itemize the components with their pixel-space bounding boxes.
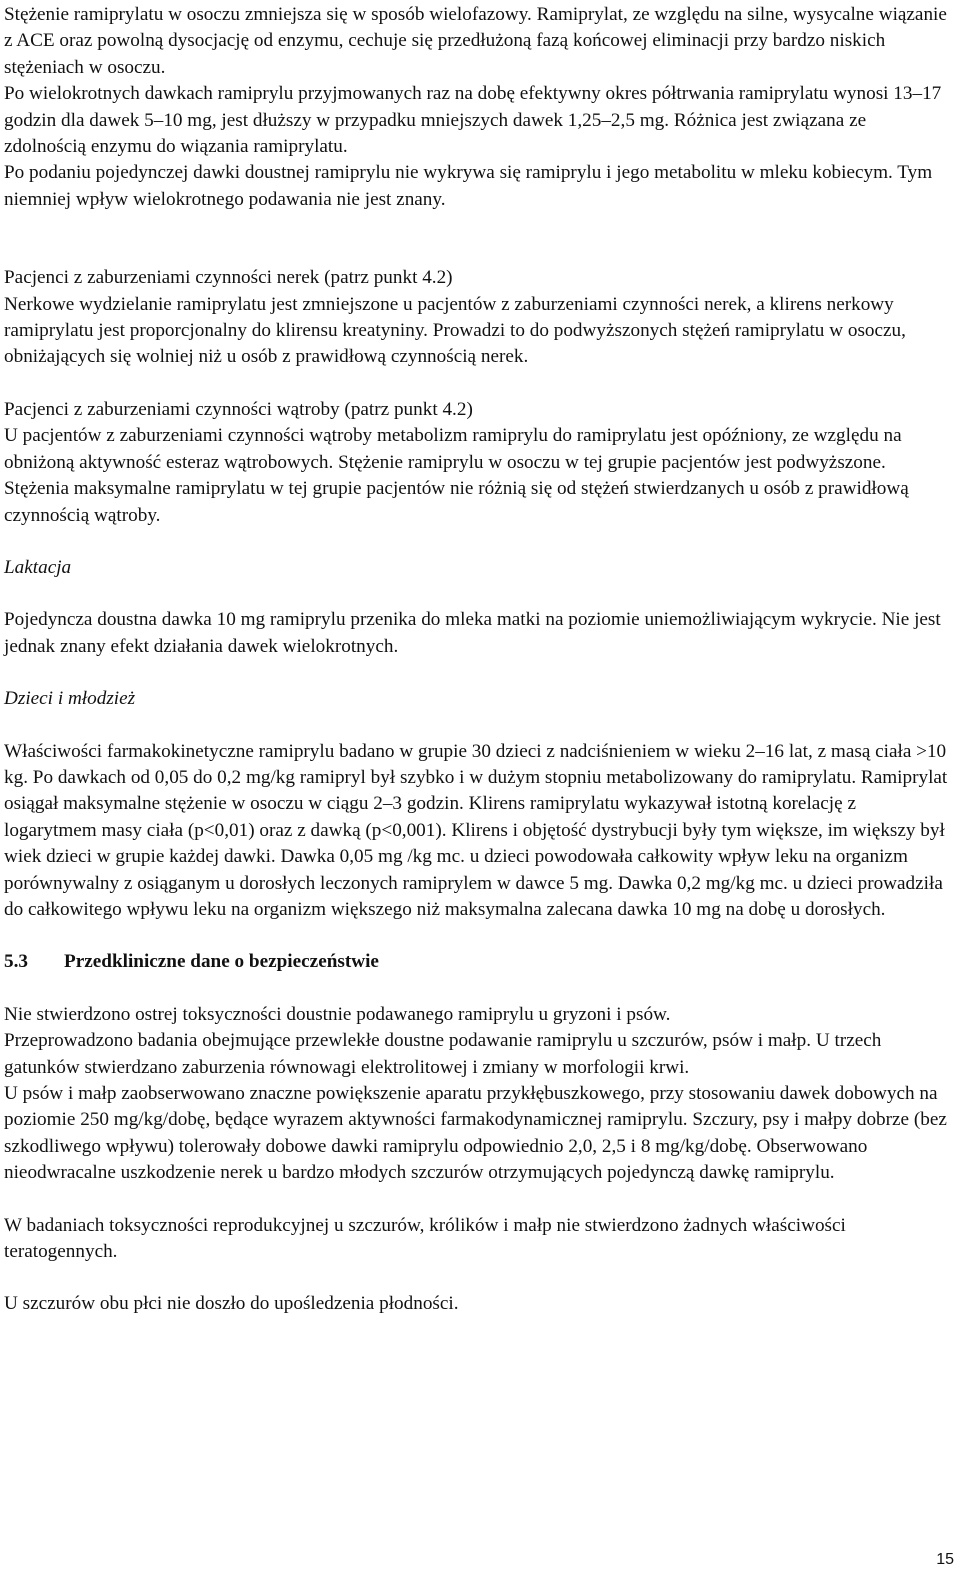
page-number: 15 [936, 1551, 954, 1568]
paragraph-children: Właściwości farmakokinetyczne ramiprylu badano w grupie 30 dzieci z nadciśnieniem w wieku 2–16 lat, z masą ciała >10 kg. Po dawkach od 0,05 do 0,2 mg/kg ramipryl był szybko i w dużym stopniu metabolizowany do ramiprylatu. Ramiprylat osiągał maksymalne stężenie w osoczu w ciągu 2–3 godzin. Klirens ramiprylatu wykazywał istotną korelację z logarytmem masy ciała (p<0,01) oraz z dawką (p<0,001). Klirens i objętość dystrybucji były tym większe, im większy był wiek dzieci w grupie każdej dawki. Dawka 0,05 mg /kg mc. u dzieci powodowała całkowity wpływ leku na organizm porównywalny z osiąganym u dorosłych leczonych ramiprylem w dawce 5 mg. Dawka 0,2 mg/kg mc. u dzieci prowadziła do całkowitego wpływu leku na organizm większego niż maksymalna zalecana dawka 10 mg na dobę u dorosłych. [4, 740, 948, 920]
paragraph-fertility: U szczurów obu płci nie doszło do upośledzenia płodności. [4, 1293, 459, 1315]
heading-children: Dzieci i młodzież [4, 688, 136, 710]
paragraph-juxtaglomerular: U psów i małp zaobserwowano znaczne powiększenie aparatu przykłębuszkowego, przy stosowaniu dawek dobowych na poziomie 250 mg/kg/dobę, będące wyrazem aktywności farmakodynamicznej ramiprylu. Szczury, psy i małpy dobrze (bez szkodliwego wpływu) tolerowały dobowe dawki ramiprylu odpowiednio 2,0, 2,5 i 8 mg/kg/dobę. Obserwowano nieodwracalne uszkodzenie nerek u bardzo młodych szczurów otrzymujących pojedynczą dawkę ramiprylu. [4, 1083, 947, 1184]
paragraph-liver: U pacjentów z zaburzeniami czynności wątroby metabolizm ramiprylu do ramiprylatu jest opóźniony, ze względu na obniżoną aktywność esteraz wątrobowych. Stężenie ramiprylu w osoczu w tej grupie pacjentów jest podwyższone. Stężenia maksymalne ramiprylatu w tej grupie pacjentów nie różnią się od stężeń stwierdzanych u osób z prawidłową czynnością wątroby. [4, 425, 909, 526]
paragraph-chronic-studies: Przeprowadzono badania obejmujące przewlekłe doustne podawanie ramiprylu u szczurów, psów i małp. U trzech gatunków stwierdzano zaburzenia równowagi elektrolitowej i zmiany w morfologii krwi. [4, 1030, 882, 1078]
paragraph-acute-toxicity: Nie stwierdzono ostrej toksyczności doustnie podawanego ramiprylu u gryzoni i psów. [4, 1003, 671, 1025]
paragraph-half-life: Po wielokrotnych dawkach ramiprylu przyjmowanych raz na dobę efektywny okres półtrwania ramiprylatu wynosi 13–17 godzin dla dawek 5–10 mg, jest dłuższy w przypadku mniejszych dawek 1,25–2,5 mg. Różnica jest związana ze zdolnością enzymu do wiązania ramiprylatu. [4, 83, 942, 158]
section-heading [4, 949, 950, 975]
paragraph-kidney: Nerkowe wydzielanie ramiprylatu jest zmniejszone u pacjentów z zaburzeniami czynności nerek, a klirens nerkowy ramiprylatu jest proporcjonalny do klirensu kreatyniny. Prowadzi to do podwyższonych stężeń ramiprylatu w osoczu, obniżających się wolniej niż u osób z prawidłową czynnością nerek. [4, 293, 906, 368]
section-number: 5.3 [4, 951, 28, 973]
heading-kidney: Pacjenci z zaburzeniami czynności nerek (patrz punkt 4.2) [4, 267, 453, 289]
section-title: Przedkliniczne dane o bezpieczeństwie [64, 951, 379, 973]
paragraph-elimination: Stężenie ramiprylatu w osoczu zmniejsza się w sposób wielofazowy. Ramiprylat, ze względu na silne, wysycalne wiązanie z ACE oraz powolną dysocjację od enzymu, cechuje się przedłużoną fazą końcowej eliminacji przy bardzo niskich stężeniach w osoczu. [4, 4, 947, 78]
paragraph-breast-milk: Po podaniu pojedynczej dawki doustnej ramiprylu nie wykrywa się ramiprylu i jego metabolitu w mleku kobiecym. Tym niemniej wpływ wielokrotnego podawania nie jest znany. [4, 162, 933, 210]
heading-lactation: Laktacja [4, 556, 72, 578]
heading-liver: Pacjenci z zaburzeniami czynności wątroby (patrz punkt 4.2) [4, 398, 473, 420]
document-page [4, 2, 950, 1318]
paragraph-reproductive: W badaniach toksyczności reprodukcyjnej u szczurów, królików i małp nie stwierdzono żadnych właściwości teratogennych. [4, 1214, 846, 1263]
paragraph-lactation: Pojedyncza doustna dawka 10 mg ramiprylu przenika do mleka matki na poziomie uniemożliwiającym wykrycie. Nie jest jednak znany efekt działania dawek wielokrotnych. [4, 609, 941, 657]
